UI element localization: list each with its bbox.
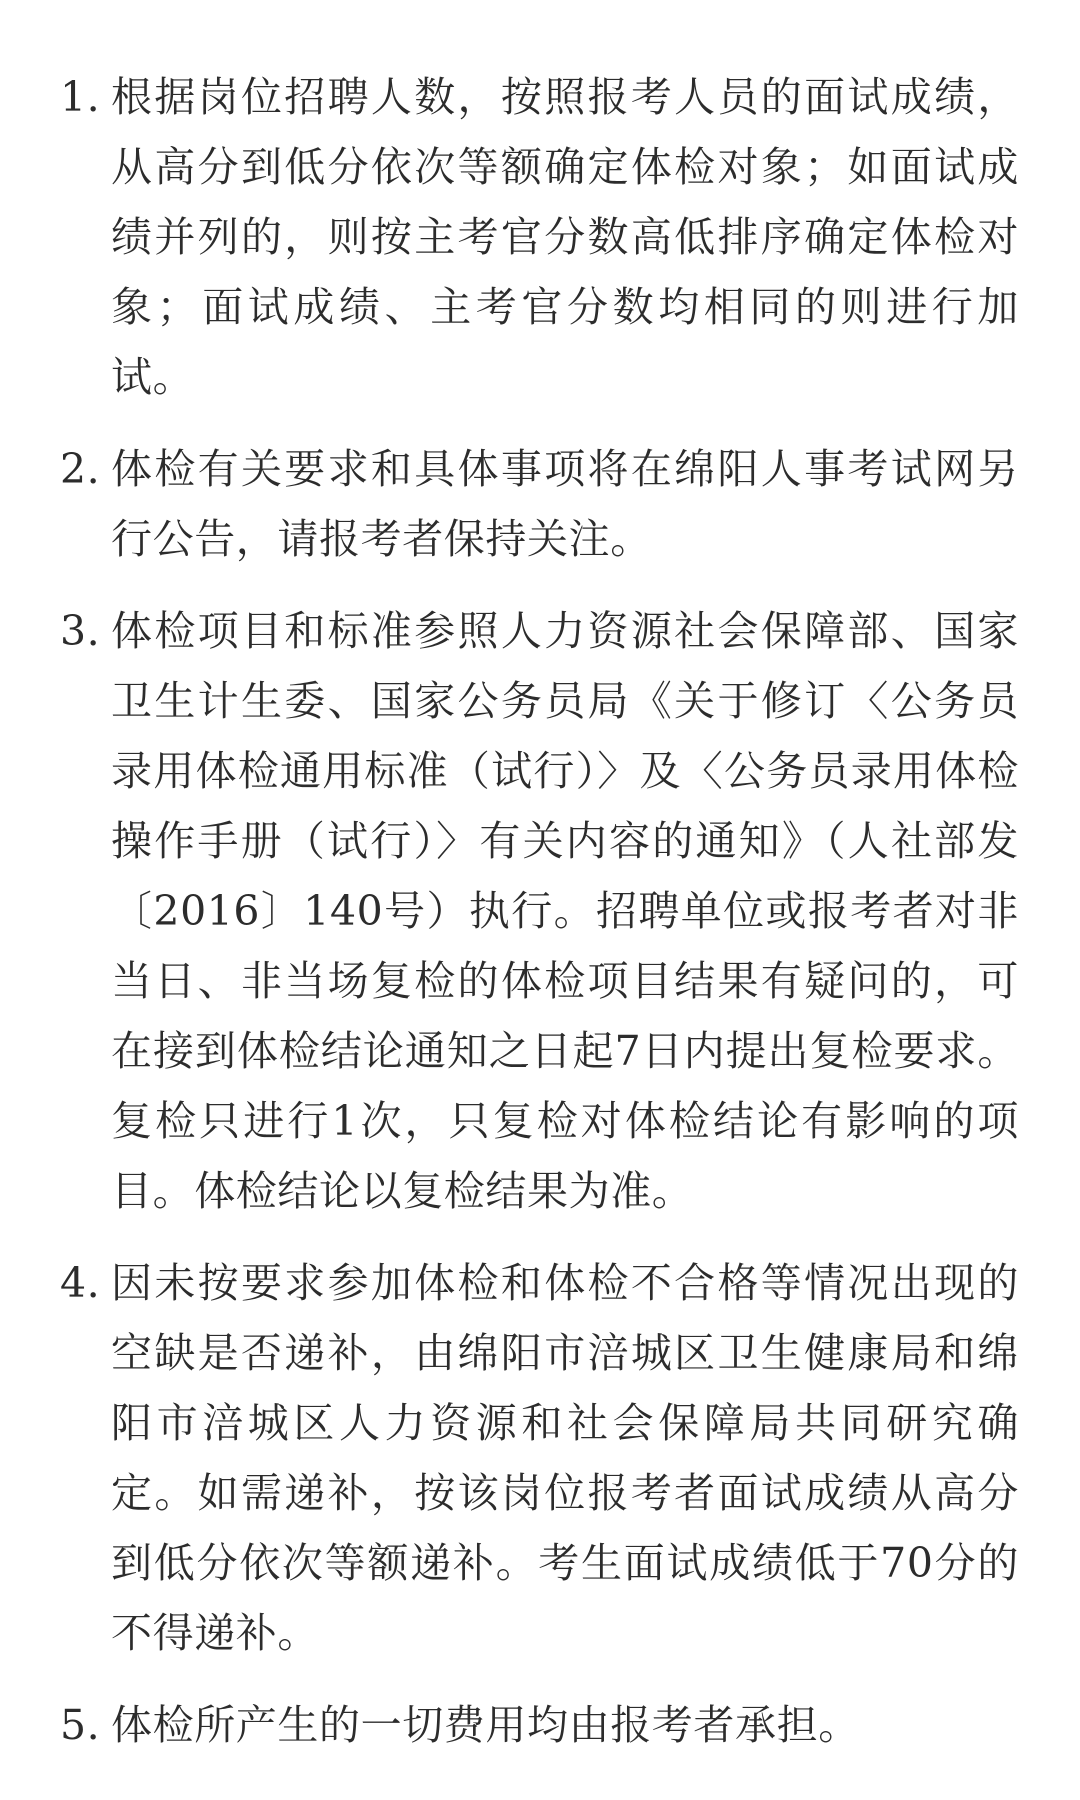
list-item-number: 2. xyxy=(60,445,101,493)
list-item-number: 1. xyxy=(60,73,101,121)
list-item xyxy=(0,434,1019,574)
list-item-number: 4. xyxy=(60,1259,101,1307)
list-item-text: 根据岗位招聘人数，按照报考人员的面试成绩，从高分到低分依次等额确定体检对象；如面试成绩并列的，则按主考官分数高低排序确定体检对象；面试成绩、主考官分数均相同的则进行加试。 xyxy=(111,73,1019,401)
list-item-number: 3. xyxy=(60,607,101,655)
list-item-text: 体检所产生的一切费用均由报考者承担。 xyxy=(111,1701,860,1749)
list-item-text: 体检有关要求和具体事项将在绵阳人事考试网另行公告，请报考者保持关注。 xyxy=(111,445,1019,563)
list-item-number: 5. xyxy=(60,1701,101,1749)
list-item xyxy=(0,596,1019,1226)
list-item-text: 体检项目和标准参照人力资源社会保障部、国家卫生计生委、国家公务员局《关于修订〈公务员录用体检通用标准（试行）〉及〈公务员录用体检操作手册（试行）〉有关内容的通知》（人社部发〔2016〕140号）执行。招聘单位或报考者对非当日、非当场复检的体检项目结果有疑问的，可在接到体检结论通知之日起7日内提出复检要求。复检只进行1次，只复检对体检结论有影响的项目。体检结论以复检结果为准。 xyxy=(111,607,1019,1215)
numbered-list xyxy=(0,62,1080,1782)
list-item xyxy=(0,62,1019,412)
list-item xyxy=(0,1248,1019,1668)
list-item-text: 因未按要求参加体检和体检不合格等情况出现的空缺是否递补，由绵阳市涪城区卫生健康局和绵阳市涪城区人力资源和社会保障局共同研究确定。如需递补，按该岗位报考者面试成绩从高分到低分依次等额递补。考生面试成绩低于70分的不得递补。 xyxy=(111,1259,1019,1657)
list-item xyxy=(0,1690,1019,1760)
